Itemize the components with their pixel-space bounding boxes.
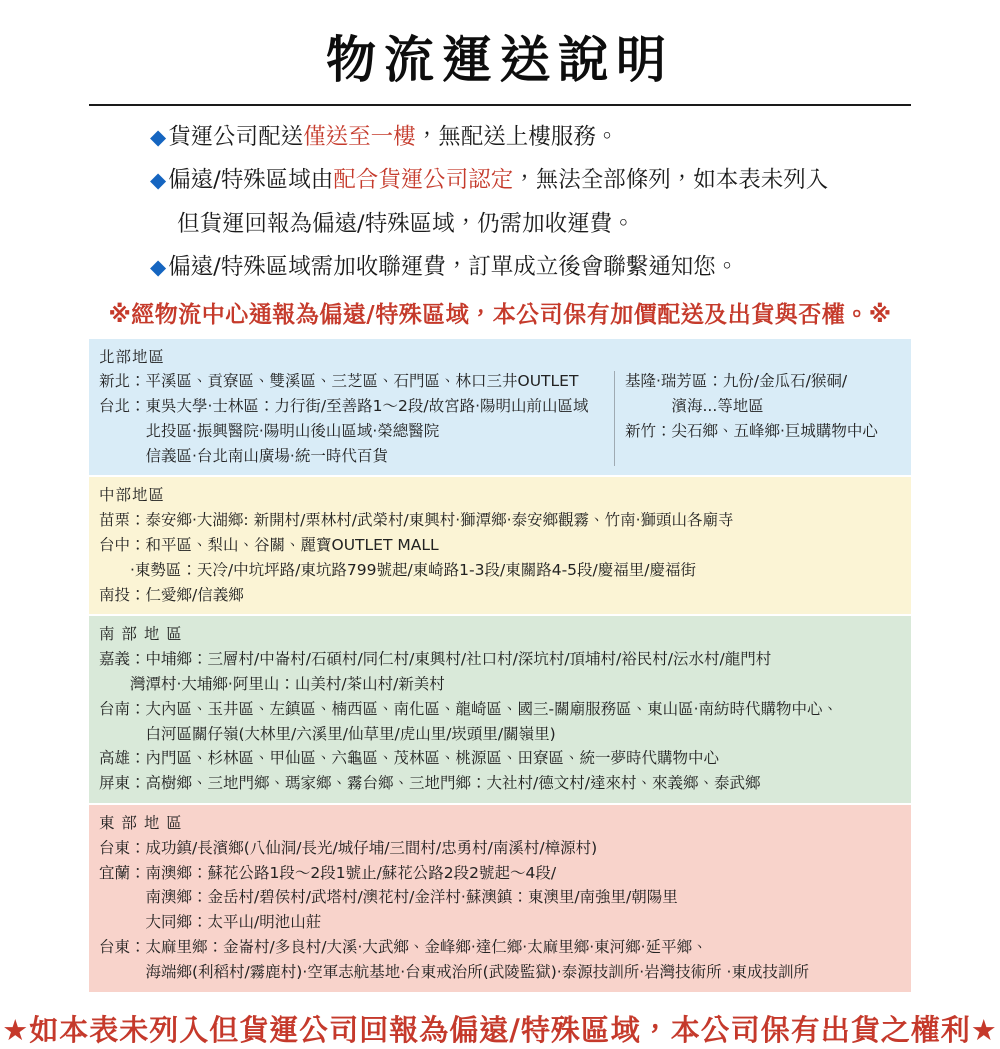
region-header-east: 東 部 地 區 <box>99 814 183 833</box>
region-line: 宜蘭：南澳鄉：蘇花公路1段～2段1號止/蘇花公路2段2號起～4段/ <box>99 863 557 882</box>
region-line: 台東：太麻里鄉：金崙村/多良村/大溪·大武鄉、金峰鄉·達仁鄉·太麻里鄉·東河鄉·延平鄉、 <box>99 938 708 957</box>
note-text-highlight: 僅送至一樓 <box>303 124 416 150</box>
diamond-icon: ◆ <box>150 125 167 149</box>
note-text: 貨運公司配送 <box>168 124 304 150</box>
notes-list <box>150 122 940 283</box>
north-left-column <box>99 369 608 468</box>
region-header-south: 南 部 地 區 <box>99 625 183 644</box>
region-box-east <box>89 805 911 992</box>
region-line: 濱海...等地區 <box>671 397 764 416</box>
region-line: 南澳鄉：金岳村/碧侯村/武塔村/澳花村/金洋村·蘇澳鎮：東澳里/南強里/朝陽里 <box>145 888 678 907</box>
region-line: 台南：大內區、玉井區、左鎮區、楠西區、南化區、龍崎區、國三-關廟服務區、東山區·南紡時代購物中心、 <box>99 699 839 718</box>
region-line: 信義區·台北南山廣場·統一時代百貨 <box>145 446 388 465</box>
note-text: ，無法全部條列，如本表未列入 <box>513 167 829 194</box>
note-item-1 <box>150 122 940 152</box>
surcharge-warning: ※經物流中心通報為偏遠/特殊區域，本公司保有加價配送及出貨與否權。※ <box>108 301 892 328</box>
region-line: 台北：東吳大學·士林區：力行街/至善路1～2段/故宮路·陽明山前山區域 <box>99 397 589 416</box>
page-title: 物流運送說明 <box>326 31 674 89</box>
north-right-column <box>625 369 901 468</box>
region-line: 新北：平溪區、貢寮區、雙溪區、三芝區、石門區、林口三井OUTLET <box>99 372 579 391</box>
footer-rights-warning: ★如本表未列入但貨運公司回報為偏遠/特殊區域，本公司保有出貨之權利★ <box>2 1012 998 1047</box>
note-text: 但貨運回報為偏遠/特殊區域，仍需加收運費。 <box>177 210 635 237</box>
region-line: 新竹：尖石鄉、五峰鄉·巨城購物中心 <box>625 421 878 440</box>
region-line: 屏東：高樹鄉、三地門鄉、瑪家鄉、霧台鄉、三地門鄉：大社村/德文村/達來村、來義鄉、泰武鄉 <box>99 774 761 793</box>
note-item-2-continued <box>150 209 940 239</box>
title-divider <box>89 104 911 106</box>
region-line: 南投：仁愛鄉/信義鄉 <box>99 585 244 604</box>
north-columns <box>99 369 901 468</box>
note-item-3 <box>150 252 940 282</box>
region-box-north <box>89 339 911 476</box>
region-line: 海端鄉(利稻村/霧鹿村)·空軍志航基地·台東戒治所(武陵監獄)·泰源技訓所·岩灣技術所 ·東成技訓所 <box>145 962 809 981</box>
region-line: 灣潭村·大埔鄉·阿里山：山美村/茶山村/新美村 <box>130 675 445 694</box>
region-line: ·東勢區：天冷/中坑坪路/東坑路799號起/東崎路1-3段/東關路4-5段/慶福里/慶福街 <box>130 560 696 579</box>
region-line: 大同鄉：太平山/明池山莊 <box>145 913 322 932</box>
diamond-icon: ◆ <box>150 168 167 193</box>
region-header-central: 中部地區 <box>99 486 166 505</box>
region-line: 白河區關仔嶺(大林里/六溪里/仙草里/虎山里/崁頭里/關嶺里) <box>145 724 556 743</box>
region-line: 台東：成功鎮/長濱鄉(八仙洞/長光/城仔埔/三間村/忠勇村/南溪村/樟源村) <box>99 838 598 857</box>
note-text: ，無配送上樓服務。 <box>415 124 619 150</box>
region-box-central <box>89 477 911 614</box>
diamond-icon: ◆ <box>150 255 167 280</box>
column-divider <box>614 371 615 466</box>
region-line: 北投區·振興醫院·陽明山後山區域·榮總醫院 <box>145 421 440 440</box>
note-text-highlight: 配合貨運公司認定 <box>333 167 514 194</box>
note-text: 偏遠/特殊區域由 <box>168 167 334 194</box>
region-line: 嘉義：中埔鄉：三層村/中崙村/石碩村/同仁村/東興村/社口村/深坑村/頂埔村/裕民村/沄水村/龍門村 <box>99 650 772 669</box>
region-header-north: 北部地區 <box>99 347 166 366</box>
note-item-2 <box>150 165 940 195</box>
region-line: 苗栗：泰安鄉·大湖鄉: 新開村/栗林村/武榮村/東興村·獅潭鄉·泰安鄉觀霧、竹南·獅頭山各廟寺 <box>99 511 734 530</box>
region-box-south <box>89 616 911 803</box>
region-line: 基隆·瑞芳區：九份/金瓜石/猴硐/ <box>625 372 848 391</box>
region-line: 台中：和平區、梨山、谷關、麗寶OUTLET MALL <box>99 536 439 555</box>
note-text: 偏遠/特殊區域需加收聯運費，訂單成立後會聯繫通知您。 <box>168 254 739 281</box>
region-boxes <box>89 339 911 992</box>
region-line: 高雄：內門區、杉林區、甲仙區、六龜區、茂林區、桃源區、田寮區、統一夢時代購物中心 <box>99 749 720 768</box>
